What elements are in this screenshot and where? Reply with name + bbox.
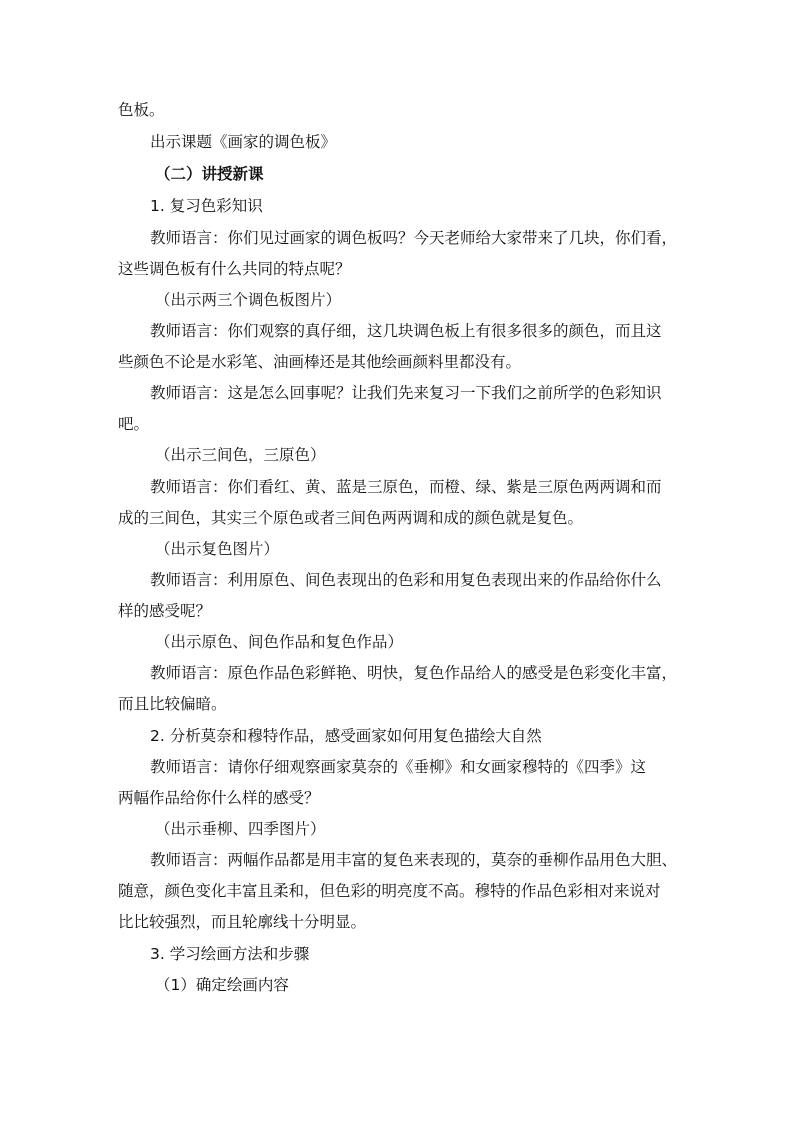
paragraph-line: （出示三间色，三原色） <box>155 446 326 464</box>
paragraph-line: 教师语言：请你仔细观察画家莫奈的《垂柳》和女画家穆特的《四季》这 <box>150 758 647 776</box>
subsection-heading: 2. 分析莫奈和穆特作品，感受画家如何用复色描绘大自然 <box>150 727 542 745</box>
paragraph-line: 色板。 <box>118 101 165 119</box>
section-heading: （二）讲授新课 <box>155 165 264 183</box>
paragraph-line: 教师语言：你们看红、黄、蓝是三原色，而橙、绿、紫是三原色两两调和而 <box>150 478 662 496</box>
paragraph-line: 吧。 <box>118 415 150 433</box>
paragraph-line: 出示课题《画家的调色板》 <box>150 133 337 151</box>
paragraph-line: （出示两三个调色板图片） <box>155 291 342 309</box>
paragraph-line: 教师语言：原色作品色彩鲜艳、明快，复色作品给人的感受是色彩变化丰富， <box>150 664 678 682</box>
subsection-heading: 1. 复习色彩知识 <box>150 197 263 215</box>
paragraph-line: 比比较强烈，而且轮廓线十分明显。 <box>118 913 367 931</box>
paragraph-line: 而且比较偏暗。 <box>118 695 227 713</box>
paragraph-line: 样的感受呢？ <box>118 602 212 620</box>
paragraph-line: 教师语言：你们观察的真仔细，这几块调色板上有很多很多的颜色，而且这 <box>150 322 662 340</box>
paragraph-line: （出示原色、间色作品和复色作品） <box>155 633 404 651</box>
paragraph-line: 两幅作品给你什么样的感受？ <box>118 789 320 807</box>
paragraph-line: 教师语言：两幅作品都是用丰富的复色来表现的，莫奈的垂柳作品用色大胆、 <box>150 851 678 869</box>
paragraph-line: 教师语言：利用原色、间色表现出的色彩和用复色表现出来的作品给你什么 <box>150 571 662 589</box>
paragraph-line: 这些调色板有什么共同的特点呢？ <box>118 260 351 278</box>
subsection-heading: 3. 学习绘画方法和步骤 <box>150 945 310 963</box>
paragraph-line: 教师语言：你们见过画家的调色板吗？今天老师给大家带来了几块，你们看， <box>150 229 678 247</box>
paragraph-line: （出示复色图片） <box>155 540 280 558</box>
paragraph-line: 教师语言：这是怎么回事呢？让我们先来复习一下我们之前所学的色彩知识 <box>150 384 662 402</box>
paragraph-line: 随意，颜色变化丰富且柔和，但色彩的明亮度不高。穆特的作品色彩相对来说对 <box>118 882 661 900</box>
paragraph-line: （1）确定绘画内容 <box>155 976 289 994</box>
paragraph-line: （出示垂柳、四季图片） <box>155 820 326 838</box>
paragraph-line: 成的三间色，其实三个原色或者三间色两两调和成的颜色就是复色。 <box>118 509 584 527</box>
paragraph-line: 些颜色不论是水彩笔、油画棒还是其他绘画颜料里都没有。 <box>118 353 522 371</box>
